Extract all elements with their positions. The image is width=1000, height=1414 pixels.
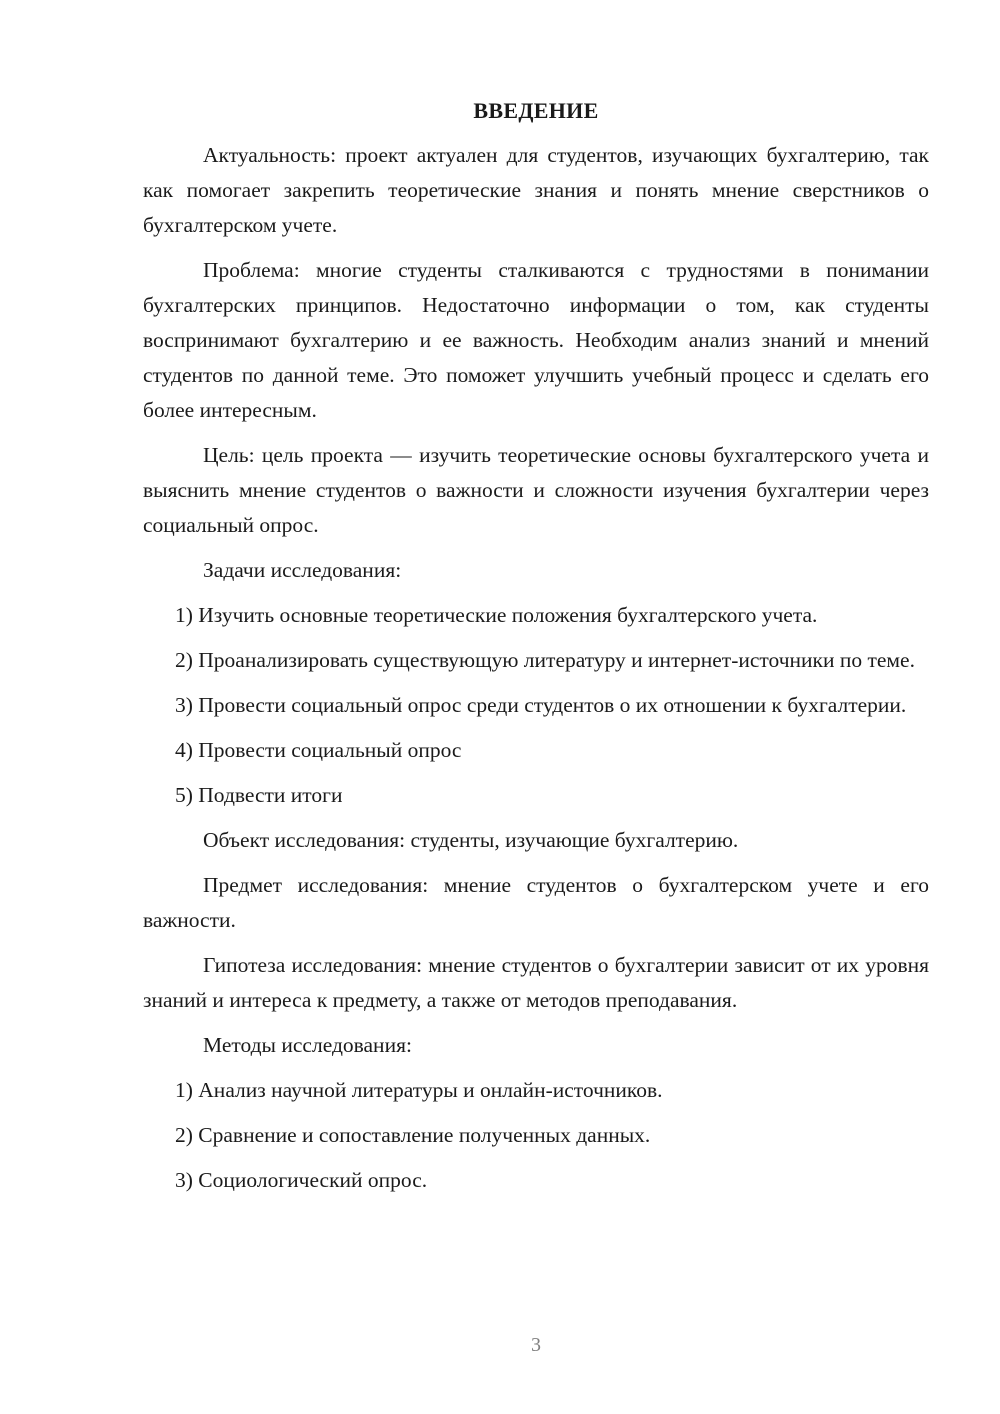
task-item-2: 2) Проанализировать существующую литературу и интернет-источники по теме.: [175, 648, 915, 672]
paragraph-object: Объект исследования: студенты, изучающие бухгалтерию.: [203, 828, 739, 852]
paragraph-hypothesis: Гипотеза исследования: мнение студентов о бухгалтерии зависит от их уровня знаний и интереса к предмету, а также от методов преподавания.: [143, 953, 929, 1012]
paragraph-problem: Проблема: многие студенты сталкиваются с трудностями в понимании бухгалтерских принципов. Недостаточно информации о том, как студенты воспринимают бухгалтерию и ее важность. Необходим анализ знаний и мнений студентов по данной теме. Это поможет улучшить учебный процесс и сделать его более интересным.: [143, 258, 929, 422]
task-item-5: 5) Подвести итоги: [175, 783, 343, 807]
method-item-3: 3) Социологический опрос.: [175, 1168, 428, 1192]
paragraph-subject: Предмет исследования: мнение студентов о бухгалтерском учете и его важности.: [143, 873, 929, 932]
task-item-1: 1) Изучить основные теоретические положения бухгалтерского учета.: [175, 603, 818, 627]
methods-heading: Методы исследования:: [203, 1033, 412, 1057]
paragraph-goal: Цель: цель проекта — изучить теоретические основы бухгалтерского учета и выяснить мнение студентов о важности и сложности изучения бухгалтерии через социальный опрос.: [143, 443, 929, 537]
page-number: 3: [531, 1334, 541, 1356]
section-title: ВВЕДЕНИЕ: [473, 98, 599, 123]
paragraph-relevance: Актуальность: проект актуален для студентов, изучающих бухгалтерию, так как помогает закрепить теоретические знания и понять мнение сверстников о бухгалтерском учете.: [143, 143, 929, 237]
method-item-2: 2) Сравнение и сопоставление полученных данных.: [175, 1123, 651, 1147]
page-content: [143, 95, 929, 1208]
tasks-heading: Задачи исследования:: [203, 558, 402, 582]
task-item-3: 3) Провести социальный опрос среди студентов о их отношении к бухгалтерии.: [175, 693, 907, 717]
method-item-1: 1) Анализ научной литературы и онлайн-источников.: [175, 1078, 663, 1102]
task-item-4: 4) Провести социальный опрос: [175, 738, 462, 762]
